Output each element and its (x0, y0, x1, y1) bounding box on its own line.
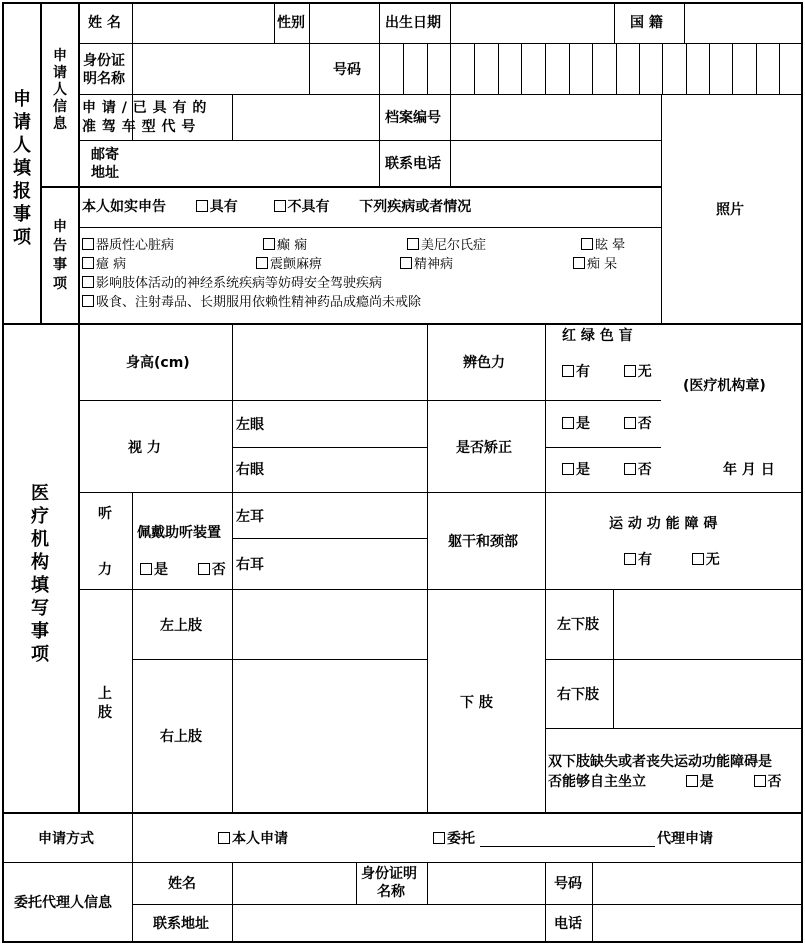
have-checkbox[interactable] (196, 200, 208, 212)
grid-line (545, 659, 802, 660)
grid-line (232, 863, 233, 942)
text: 明名称 (83, 71, 125, 87)
grid-line (79, 589, 802, 590)
grid-line (616, 43, 617, 94)
grid-line (662, 43, 663, 94)
grid-line (709, 43, 710, 94)
entrust-option (433, 831, 475, 847)
label-contact-phone: 联系电话 (385, 156, 441, 172)
label-agent-address: 联系地址 (153, 916, 209, 932)
yes-checkbox[interactable] (686, 775, 698, 787)
grid-line (639, 43, 640, 94)
text: 有 (576, 364, 590, 380)
no-checkbox[interactable] (624, 463, 636, 475)
section-applicant-fill (6, 88, 38, 249)
checkbox[interactable] (256, 257, 268, 269)
yes-checkbox[interactable] (562, 463, 574, 475)
grid-line (614, 2, 615, 43)
label-left-eye: 左眼 (236, 417, 264, 433)
grid-line (2, 2, 803, 4)
section-label: 申告事项 (53, 219, 67, 292)
checkbox[interactable] (82, 295, 94, 307)
stamp-date: 年 月 日 (723, 462, 775, 478)
grid-line (732, 43, 733, 94)
text: 是 (154, 562, 168, 578)
text: 否 (211, 562, 226, 578)
checkbox[interactable] (82, 257, 94, 269)
label-id-number: 号码 (333, 62, 361, 78)
label-agent-apply: 代理申请 (657, 831, 713, 847)
self-apply-checkbox[interactable] (218, 832, 230, 844)
grid-line (79, 227, 661, 228)
section-applicant-info (46, 48, 74, 133)
label-lower-limb: 下 肢 (460, 695, 493, 711)
label-license-type: 申 请 / 已 具 有 的 (82, 100, 207, 116)
disease-item (82, 257, 126, 273)
grid-line (79, 94, 802, 95)
disease-item (82, 238, 174, 254)
grid-line (545, 863, 546, 942)
disease-item (256, 257, 322, 273)
grid-line (801, 2, 803, 943)
grid-line (545, 400, 661, 401)
text: 器质性心脏病 (96, 238, 175, 253)
label-upper-limb: 上 (98, 686, 112, 702)
grid-line (2, 862, 803, 863)
grid-line (379, 2, 380, 186)
grid-line (592, 43, 593, 94)
grid-line (450, 2, 451, 186)
grid-line (232, 538, 427, 539)
text: 是 (576, 416, 590, 432)
have-label: 具有 (209, 199, 238, 215)
section-label: 申请人填报事项 (13, 89, 31, 248)
label-license-type-2: 准 驾 车 型 代 号 (82, 119, 196, 135)
not-have-label: 不具有 (287, 199, 330, 215)
self-apply-option (218, 831, 288, 847)
label-hearing-aid: 佩戴助听装置 (137, 525, 221, 541)
no-checkbox[interactable] (198, 563, 210, 575)
label-nationality: 国 籍 (630, 15, 663, 31)
grid-line (427, 43, 428, 94)
grid-line (521, 43, 522, 94)
grid-line (79, 400, 545, 401)
text: 影响肢体活动的神经系统疾病等妨碍安全驾驶疾病 (96, 276, 383, 291)
text: 是 (699, 774, 714, 790)
grid-line (474, 43, 475, 94)
label-left-lower-limb: 左下肢 (557, 617, 599, 633)
yes-checkbox[interactable] (140, 563, 152, 575)
following-label: 下列疾病或者情况 (359, 199, 472, 215)
text: 否 (767, 774, 782, 790)
yes-checkbox[interactable] (562, 417, 574, 429)
grid-line (132, 659, 427, 660)
none-checkbox[interactable] (624, 365, 636, 377)
label-left-upper-limb: 左上肢 (160, 618, 202, 634)
text: 癔 病 (96, 257, 127, 272)
section-declaration (46, 218, 74, 294)
section-label: 申请人信息 (53, 48, 67, 132)
label-mail-address: 邮寄 (91, 147, 119, 163)
label-application-method: 申请方式 (38, 831, 94, 847)
label-agent-name: 姓名 (168, 876, 196, 892)
text: 眩 晕 (595, 238, 626, 253)
label-gender: 性别 (277, 15, 305, 31)
label-right-upper-limb: 右上肢 (160, 729, 202, 745)
checkbox[interactable] (263, 238, 275, 250)
grid-line (779, 43, 780, 94)
grid-line (403, 43, 404, 94)
text: 否 (637, 416, 652, 432)
label-right-ear: 右耳 (236, 557, 264, 573)
text: 有 (638, 552, 652, 568)
grid-line (569, 43, 570, 94)
both-lower-limbs-row (548, 774, 782, 790)
label-agent-id-number: 号码 (554, 876, 582, 892)
disease-item (407, 238, 486, 254)
grid-line (79, 492, 802, 493)
label-birth-date: 出生日期 (385, 15, 441, 31)
text: 痴 呆 (587, 257, 618, 272)
declaration-row (82, 199, 471, 215)
grid-line (2, 941, 803, 943)
grid-line (232, 447, 427, 448)
text: 身份证 (83, 53, 125, 69)
grid-line (309, 2, 310, 94)
label-agent-phone: 电话 (554, 916, 582, 932)
label-color-blind: 红 绿 色 盲 (562, 328, 633, 344)
no-checkbox[interactable] (624, 417, 636, 429)
label-right-eye: 右眼 (236, 462, 264, 478)
grid-line (40, 2, 42, 324)
checkbox[interactable] (82, 276, 94, 288)
label-id-doc-name (83, 53, 125, 69)
label-height: 身高(cm) (126, 355, 190, 371)
label-hearing: 听 (98, 506, 112, 522)
disease-item (400, 257, 453, 273)
label-color-sense: 辨色力 (463, 355, 505, 371)
label-agent-info: 委托代理人信息 (14, 895, 112, 911)
grid-line (756, 43, 757, 94)
entrust-underline (480, 846, 655, 847)
label-right-lower-limb: 右下肢 (557, 687, 599, 703)
grid-line (545, 43, 546, 94)
label-motor-dysfunction: 运 动 功 能 障 碍 (609, 516, 718, 532)
text: 震颤麻痹 (270, 257, 323, 272)
text: 本人申请 (232, 831, 288, 847)
have-checkbox[interactable] (562, 365, 574, 377)
grid-line (686, 43, 687, 94)
grid-line (132, 813, 133, 942)
grid-line (232, 324, 233, 812)
text: 否 (637, 462, 652, 478)
label-hearing-2: 力 (98, 562, 112, 578)
grid-line (79, 43, 802, 44)
label-corrected: 是否矫正 (456, 440, 512, 456)
label-agent-id-2: 名称 (377, 884, 405, 900)
color-blind-options (562, 364, 652, 380)
label-vision: 视 力 (128, 440, 161, 456)
label-id-doc-name-2 (83, 71, 125, 87)
entrust-checkbox[interactable] (433, 832, 445, 844)
label-upper-limb-2: 肢 (98, 705, 112, 721)
grid-line (274, 2, 275, 43)
text: 无 (637, 364, 652, 380)
right-eye-correction-options (562, 462, 652, 478)
grid-line (79, 140, 661, 141)
section-label: 医疗机构填写事项 (31, 483, 49, 665)
section-medical-fill (24, 482, 56, 666)
label-name: 姓 名 (88, 15, 121, 31)
medical-stamp: (医疗机构章) (683, 378, 766, 394)
text: 委托 (447, 831, 475, 847)
grid-line (661, 94, 662, 324)
disease-item (82, 295, 421, 311)
disease-item (581, 238, 625, 254)
motor-dysfunction-options (624, 552, 720, 568)
text: 吸食、注射毒品、长期服用依赖性精神药品成瘾尚未戒除 (96, 295, 422, 310)
grid-line (545, 324, 546, 812)
text: 精神病 (414, 257, 454, 272)
have-checkbox[interactable] (624, 553, 636, 565)
label-agent-id: 身份证明 (361, 866, 417, 882)
grid-line (78, 2, 80, 813)
text: 否能够自主坐立 (548, 774, 646, 790)
grid-line (2, 812, 803, 814)
grid-line (427, 863, 428, 904)
grid-line (2, 323, 803, 325)
grid-line (592, 863, 593, 942)
label-both-lower-limbs: 双下肢缺失或者丧失运动功能障碍是 (548, 754, 772, 770)
text: 是 (576, 462, 590, 478)
photo-area: 照片 (716, 202, 744, 218)
hearing-aid-options (140, 562, 226, 578)
grid-line (2, 2, 4, 943)
checkbox[interactable] (82, 238, 94, 250)
disease-item (573, 257, 617, 273)
label-mail-address-2: 地址 (91, 165, 119, 181)
disease-item (263, 238, 307, 254)
grid-line (545, 447, 661, 448)
grid-line (132, 492, 133, 812)
grid-line (356, 863, 357, 904)
no-checkbox[interactable] (754, 775, 766, 787)
declaration-intro: 本人如实申告 (82, 199, 166, 215)
grid-line (40, 186, 661, 188)
text: 美尼尔氏症 (421, 238, 487, 253)
not-have-checkbox[interactable] (274, 200, 286, 212)
grid-line (684, 2, 685, 43)
text: 无 (705, 552, 720, 568)
none-checkbox[interactable] (692, 553, 704, 565)
grid-line (232, 94, 233, 140)
label-trunk-neck: 躯干和颈部 (448, 534, 518, 550)
grid-line (545, 728, 802, 729)
grid-line (498, 43, 499, 94)
text: 癫 痫 (277, 238, 308, 253)
left-eye-correction-options (562, 416, 652, 432)
label-file-number: 档案编号 (385, 110, 441, 126)
checkbox[interactable] (581, 238, 593, 250)
label-left-ear: 左耳 (236, 509, 264, 525)
checkbox[interactable] (400, 257, 412, 269)
disease-item (82, 276, 382, 292)
checkbox[interactable] (573, 257, 585, 269)
grid-line (613, 589, 614, 728)
checkbox[interactable] (407, 238, 419, 250)
grid-line (427, 324, 428, 812)
